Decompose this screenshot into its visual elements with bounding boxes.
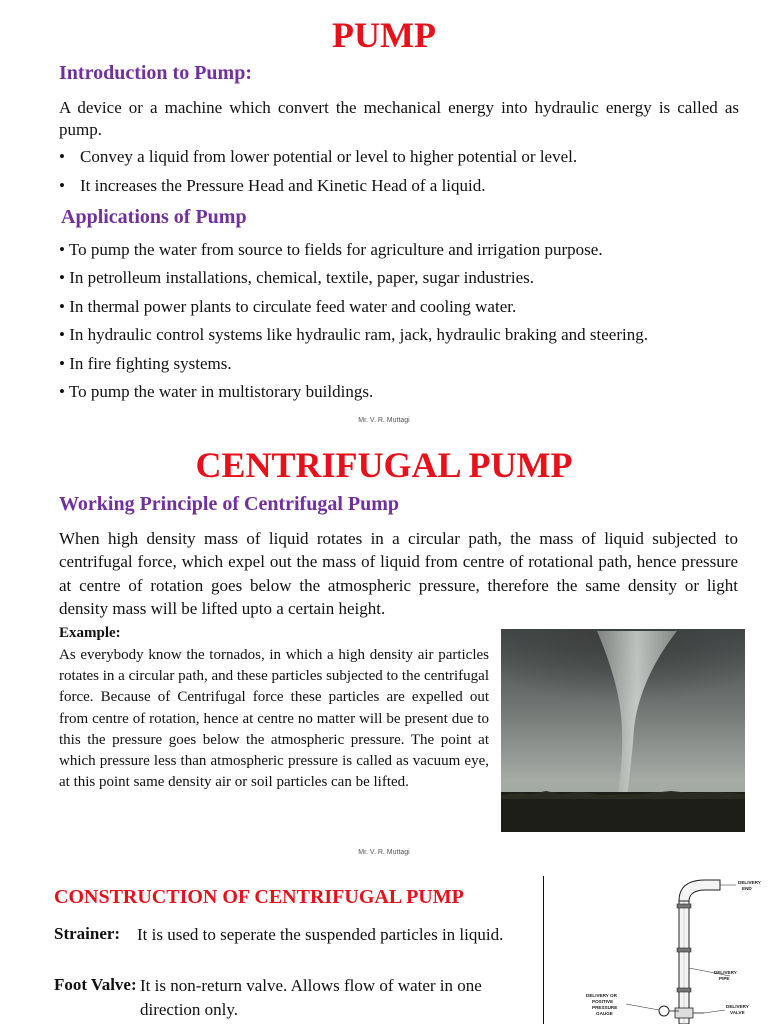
application-item: • In petrolleum installations, chemical, textile, paper, sugar industries.: [59, 268, 535, 287]
label-gauge: DELIVERY OR: [586, 993, 617, 998]
applications-heading: Applications of Pump: [61, 206, 247, 228]
label-delivery-pipe-2: PIPE: [719, 976, 730, 981]
label-delivery-end: DELIVERY: [738, 880, 761, 885]
label-gauge-3: PRESSURE: [592, 1005, 618, 1010]
page-footer: Mr. V. R. Muttagi: [358, 849, 410, 856]
intro-text: A device or a machine which convert the mechanical energy into hydraulic energy is called as pump.: [59, 98, 739, 139]
component-strainer-desc: It is used to seperate the suspended particles in liquid.: [137, 925, 504, 944]
application-item: • In fire fighting systems.: [59, 354, 232, 373]
component-strainer: Strainer:: [54, 924, 121, 943]
page-footer: Mr. V. R. Muttagi: [358, 417, 410, 424]
example-label: Example:: [59, 625, 121, 641]
application-item: • To pump the water from source to fields for agriculture and irrigation purpose.: [59, 240, 603, 259]
working-principle-text: When high density mass of liquid rotates in a circular path, the mass of liquid subjected to centrifugal force, which expel out the mass of liquid from centre of rotational path, hence pressure at centre of rotation goes below the atmospheric pressure, therefore the same density or light density mass will be lifted upto a certain height.: [59, 529, 738, 618]
label-delivery-end-2: END: [742, 886, 752, 891]
page-title-centrifugal-pump: CENTRIFUGAL PUMP: [195, 445, 573, 485]
example-text: As everybody know the tornados, in which a high density air particles rotates in a circular path, and these particles subjected to the centrifugal force. Because of Centrifugal force these particles are expelled out from centre of rotation, hence at centre no matter will be present due to this the pressure goes below the atmospheric pressure. The point at which pressure less than atmospheric pressure is called as vacuum eye, at this point same density air or soil particles can be lifted.: [59, 647, 489, 791]
label-delivery-pipe: DELIVERY: [714, 970, 737, 975]
application-item: • In hydraulic control systems like hydraulic ram, jack, hydraulic braking and steering.: [59, 325, 648, 344]
application-item: • To pump the water in multistorary buildings.: [59, 382, 374, 401]
construction-heading: CONSTRUCTION OF CENTRIFUGAL PUMP: [54, 886, 464, 908]
application-item: • In thermal power plants to circulate feed water and cooling water.: [59, 297, 517, 316]
intro-bullet: • It increases the Pressure Head and Kinetic Head of a liquid.: [59, 176, 486, 195]
tornado-image: [501, 629, 745, 832]
intro-heading: Introduction to Pump:: [59, 62, 252, 84]
label-delivery-valve: DELIVERY: [726, 1004, 749, 1009]
component-foot-valve: Foot Valve:: [54, 975, 137, 994]
pump-diagram: [580, 876, 768, 1024]
component-foot-valve-desc: It is non-return valve. Allows flow of water in one direction only.: [140, 976, 482, 1019]
label-gauge-2: POSITIVE: [592, 999, 614, 1004]
working-principle-heading: Working Principle of Centrifugal Pump: [59, 493, 399, 515]
page-divider: [543, 876, 544, 1024]
intro-bullet: • Convey a liquid from lower potential or level to higher potential or level.: [59, 147, 578, 166]
label-delivery-valve-2: VALVE: [730, 1010, 745, 1015]
label-gauge-4: GAUGE: [596, 1011, 613, 1016]
page-title-pump: PUMP: [332, 15, 436, 55]
